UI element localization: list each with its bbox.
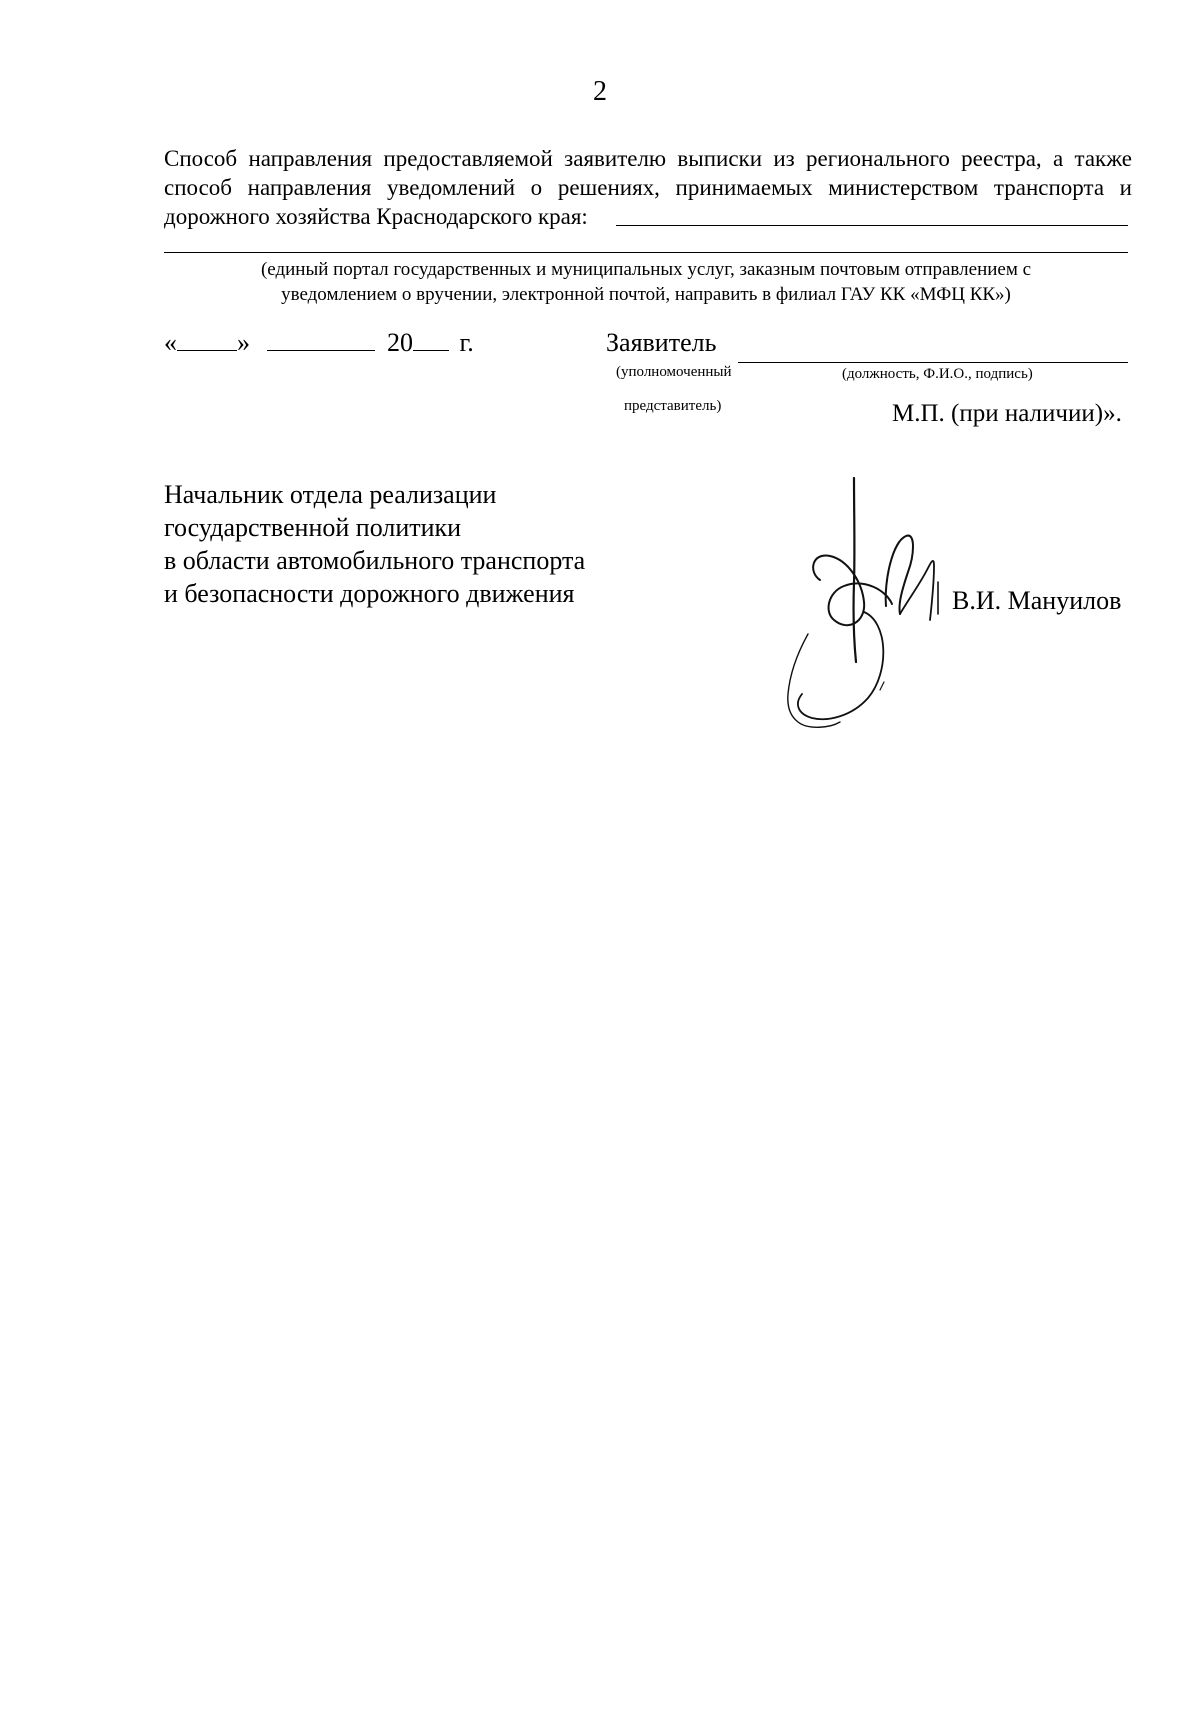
handwritten-signature: [768, 472, 958, 732]
signatory-position: [164, 478, 585, 610]
year-blank[interactable]: [413, 328, 449, 351]
paragraph-line-3: дорожного хозяйства Краснодарского края:: [164, 204, 588, 229]
delivery-options-hint-line-2: уведомлением о вручении, электронной почтой, направить в филиал ГАУ КК «МФЦ КК»): [281, 284, 1011, 305]
delivery-method-full-line[interactable]: [164, 252, 1128, 253]
date-field: [164, 328, 474, 358]
date-close-quote: »: [237, 328, 250, 357]
year-suffix: г.: [459, 328, 474, 357]
date-open-quote: «: [164, 328, 177, 357]
applicant-fields-note: (должность, Ф.И.О., подпись): [842, 366, 1033, 382]
position-line-1: Начальник отдела реализации: [164, 480, 497, 509]
representative-note-1: (уполномоченный: [616, 364, 732, 380]
paragraph-line-1: Способ направления предоставляемой заявителю выписки из регионального реестра, а также: [164, 146, 1132, 171]
position-line-3: в области автомобильного транспорта: [164, 546, 586, 575]
paragraph-line-2: способ направления уведомлений о решениях, принимаемых министерством транспорта и: [164, 175, 1132, 200]
representative-note-2: представитель): [624, 398, 722, 414]
position-line-2: государственной политики: [164, 513, 462, 542]
signatory-name: В.И. Мануилов: [952, 586, 1122, 615]
day-blank[interactable]: [177, 328, 237, 351]
applicant-label: Заявитель: [606, 328, 717, 357]
position-line-4: и безопасности дорожного движения: [164, 579, 575, 608]
month-blank[interactable]: [267, 328, 375, 351]
year-prefix: 20: [387, 328, 413, 357]
stamp-note: М.П. (при наличии)».: [892, 400, 1122, 427]
applicant-signature-line[interactable]: [738, 362, 1128, 363]
page-number: 2: [593, 76, 607, 107]
delivery-options-hint-line-1: (единый портал государственных и муниципальных услуг, заказным почтовым отправлением с: [260, 259, 1032, 280]
delivery-method-blank[interactable]: [616, 205, 1128, 226]
